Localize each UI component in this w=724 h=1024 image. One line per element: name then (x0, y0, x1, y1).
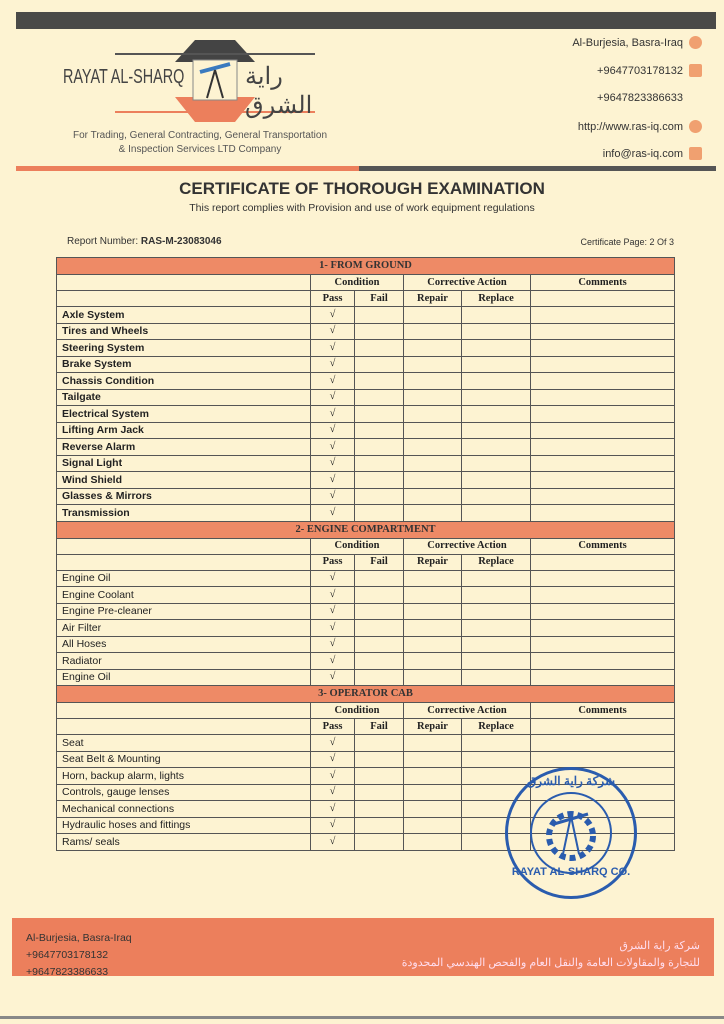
pass-check: √ (311, 406, 355, 423)
website-link[interactable]: http://www.ras-iq.com (577, 120, 683, 133)
pass-check: √ (311, 505, 355, 522)
repair-cell (404, 373, 462, 390)
footer (12, 918, 714, 976)
comments-cell (531, 389, 675, 406)
comments-cell (531, 439, 675, 456)
item-name: Seat Belt & Mounting (57, 751, 311, 768)
fail-cell (355, 817, 404, 834)
item-name: Lifting Arm Jack (57, 422, 311, 439)
item-name: Engine Oil (57, 669, 311, 686)
report-number (67, 236, 222, 247)
fail-cell (355, 472, 404, 489)
stamp-text-en: RAYAT AL-SHARQ CO. (511, 866, 631, 878)
table-row (57, 373, 675, 390)
comments-cell (531, 323, 675, 340)
fail-cell (355, 636, 404, 653)
table-row (57, 389, 675, 406)
column-header (57, 554, 675, 570)
replace-cell (462, 570, 531, 587)
table-row (57, 587, 675, 604)
pass-check: √ (311, 356, 355, 373)
condition-header: Condition (311, 703, 404, 719)
item-name: Seat (57, 735, 311, 752)
repair-cell (404, 620, 462, 637)
item-name: Engine Oil (57, 570, 311, 587)
comments-cell (531, 505, 675, 522)
comments-cell (531, 356, 675, 373)
section-title: 3- OPERATOR CAB (57, 686, 675, 703)
pass-check: √ (311, 570, 355, 587)
brand-name-ar: راية الشرق (245, 63, 313, 119)
repair-cell (404, 669, 462, 686)
table-row (57, 735, 675, 752)
repair-cell (404, 505, 462, 522)
table-row (57, 636, 675, 653)
comments-cell (531, 373, 675, 390)
tagline-line-1: For Trading, General Contracting, General Transportation (72, 130, 328, 141)
envelope-icon (689, 147, 702, 160)
replace-header: Replace (462, 291, 531, 307)
pass-check: √ (311, 323, 355, 340)
fail-cell (355, 784, 404, 801)
replace-cell (462, 488, 531, 505)
bottom-line (0, 1016, 724, 1019)
replace-cell (462, 735, 531, 752)
blank-cell (57, 538, 311, 554)
repair-cell (404, 603, 462, 620)
pass-check: √ (311, 768, 355, 785)
pass-check: √ (311, 439, 355, 456)
replace-cell (462, 422, 531, 439)
item-name: Engine Coolant (57, 587, 311, 604)
repair-cell (404, 735, 462, 752)
fail-cell (355, 669, 404, 686)
repair-cell (404, 768, 462, 785)
item-name: Transmission (57, 505, 311, 522)
replace-header: Replace (462, 719, 531, 735)
table-row (57, 488, 675, 505)
pass-check: √ (311, 455, 355, 472)
comments-cell (531, 751, 675, 768)
fail-cell (355, 389, 404, 406)
repair-cell (404, 323, 462, 340)
page-subtitle: This report complies with Provision and use of work equipment regulations (189, 202, 535, 214)
section-header (57, 686, 675, 703)
item-name: Radiator (57, 653, 311, 670)
address-text: Al-Burjesia, Basra-Iraq (572, 36, 683, 49)
pass-check: √ (311, 488, 355, 505)
comments-cell (531, 620, 675, 637)
pass-header: Pass (311, 291, 355, 307)
item-name: Air Filter (57, 620, 311, 637)
fail-cell (355, 406, 404, 423)
blank-cell (57, 291, 311, 307)
fail-cell (355, 488, 404, 505)
repair-header: Repair (404, 554, 462, 570)
replace-cell (462, 406, 531, 423)
fail-cell (355, 587, 404, 604)
fail-header: Fail (355, 719, 404, 735)
footer-phone-2: +9647823386633 (26, 966, 109, 978)
table-row (57, 439, 675, 456)
repair-cell (404, 751, 462, 768)
replace-cell (462, 751, 531, 768)
pass-check: √ (311, 373, 355, 390)
fail-cell (355, 768, 404, 785)
repair-cell (404, 356, 462, 373)
blank-cell (57, 554, 311, 570)
repair-cell (404, 472, 462, 489)
replace-cell (462, 472, 531, 489)
condition-header: Condition (311, 538, 404, 554)
pass-check: √ (311, 389, 355, 406)
table-row (57, 669, 675, 686)
fail-cell (355, 834, 404, 851)
repair-cell (404, 817, 462, 834)
repair-header: Repair (404, 291, 462, 307)
replace-cell (462, 340, 531, 357)
repair-cell (404, 488, 462, 505)
report-number-label: Report Number: (67, 236, 139, 247)
repair-header: Repair (404, 719, 462, 735)
repair-cell (404, 455, 462, 472)
comments-cell (531, 472, 675, 489)
footer-description-ar: للتجارة والمقاولات العامة والنقل العام والفحص الهندسي المحدودة (401, 957, 700, 969)
item-name: Brake System (57, 356, 311, 373)
comments-header: Comments (531, 275, 675, 291)
comments-cell (531, 603, 675, 620)
report-number-value: RAS-M-23083046 (140, 236, 222, 247)
pass-check: √ (311, 307, 355, 324)
company-logo (55, 32, 355, 127)
comments-cell (531, 735, 675, 752)
replace-cell (462, 620, 531, 637)
section-header (57, 521, 675, 538)
stamp-text-ar: شركة راية الشرق (526, 774, 616, 788)
corrective-action-header: Corrective Action (404, 703, 531, 719)
comments-cell (531, 307, 675, 324)
table-row (57, 620, 675, 637)
fail-cell (355, 340, 404, 357)
replace-cell (462, 389, 531, 406)
pass-check: √ (311, 817, 355, 834)
table-row (57, 751, 675, 768)
item-name: Steering System (57, 340, 311, 357)
fail-cell (355, 620, 404, 637)
fail-cell (355, 422, 404, 439)
item-name: Mechanical connections (57, 801, 311, 818)
fail-cell (355, 373, 404, 390)
repair-cell (404, 406, 462, 423)
comments-cell (531, 653, 675, 670)
pass-check: √ (311, 472, 355, 489)
fail-cell (355, 455, 404, 472)
blank-cell (57, 275, 311, 291)
replace-cell (462, 356, 531, 373)
comments-cell (531, 340, 675, 357)
repair-cell (404, 636, 462, 653)
table-row (57, 307, 675, 324)
item-name: Tailgate (57, 389, 311, 406)
phone-1-text: +9647703178132 (597, 64, 683, 77)
replace-cell (462, 653, 531, 670)
replace-cell (462, 307, 531, 324)
fail-cell (355, 653, 404, 670)
repair-cell (404, 422, 462, 439)
blank-cell (57, 719, 311, 735)
table-row (57, 505, 675, 522)
pass-check: √ (311, 751, 355, 768)
fail-cell (355, 735, 404, 752)
blank-cell (57, 703, 311, 719)
item-name: Electrical System (57, 406, 311, 423)
fail-cell (355, 801, 404, 818)
replace-cell (462, 505, 531, 522)
fail-header: Fail (355, 554, 404, 570)
contact-website[interactable] (578, 120, 702, 133)
footer-phone-1: +9647703178132 (26, 949, 109, 961)
item-name: Wind Shield (57, 472, 311, 489)
column-group-header (57, 275, 675, 291)
item-name: Signal Light (57, 455, 311, 472)
replace-header: Replace (462, 554, 531, 570)
fail-cell (355, 603, 404, 620)
tagline-line-2: & Inspection Services LTD Company (118, 144, 282, 155)
location-pin-icon (689, 36, 702, 49)
item-name: Tires and Wheels (57, 323, 311, 340)
comments-cell (531, 587, 675, 604)
section-header (57, 258, 675, 275)
fail-cell (355, 439, 404, 456)
page-title: CERTIFICATE OF THOROUGH EXAMINATION (179, 179, 545, 198)
comments-header: Comments (531, 538, 675, 554)
column-group-header (57, 703, 675, 719)
fail-cell (355, 751, 404, 768)
pass-check: √ (311, 603, 355, 620)
repair-cell (404, 389, 462, 406)
fail-cell (355, 323, 404, 340)
repair-cell (404, 653, 462, 670)
pass-check: √ (311, 735, 355, 752)
item-name: Glasses & Mirrors (57, 488, 311, 505)
table-row (57, 323, 675, 340)
repair-cell (404, 340, 462, 357)
table-row (57, 653, 675, 670)
corrective-action-header: Corrective Action (404, 275, 531, 291)
pass-check: √ (311, 620, 355, 637)
pass-check: √ (311, 587, 355, 604)
item-name: Axle System (57, 307, 311, 324)
inspection-table (56, 257, 675, 851)
footer-address: Al-Burjesia, Basra-Iraq (26, 932, 132, 944)
table-row (57, 603, 675, 620)
table-row (57, 356, 675, 373)
pass-header: Pass (311, 719, 355, 735)
repair-cell (404, 570, 462, 587)
fail-cell (355, 570, 404, 587)
repair-cell (404, 439, 462, 456)
condition-header: Condition (311, 275, 404, 291)
repair-cell (404, 801, 462, 818)
contact-phone-1 (597, 64, 702, 77)
item-name: Chassis Condition (57, 373, 311, 390)
item-name: All Hoses (57, 636, 311, 653)
phone-icon (689, 64, 702, 77)
table-row (57, 340, 675, 357)
phone-2-text: +9647823386633 (597, 92, 683, 104)
replace-cell (462, 373, 531, 390)
replace-cell (462, 323, 531, 340)
pass-check: √ (311, 784, 355, 801)
column-group-header (57, 538, 675, 554)
top-bar (16, 12, 716, 29)
column-header (57, 291, 675, 307)
comments-cell (531, 488, 675, 505)
section-title: 2- ENGINE COMPARTMENT (57, 521, 675, 538)
corrective-action-header: Corrective Action (404, 538, 531, 554)
pass-check: √ (311, 340, 355, 357)
repair-cell (404, 834, 462, 851)
blank-cell (531, 719, 675, 735)
fail-cell (355, 356, 404, 373)
footer-company-ar: شركة راية الشرق (619, 940, 700, 952)
fail-cell (355, 307, 404, 324)
item-name: Controls, gauge lenses (57, 784, 311, 801)
pass-check: √ (311, 834, 355, 851)
item-name: Reverse Alarm (57, 439, 311, 456)
section-title: 1- FROM GROUND (57, 258, 675, 275)
globe-icon (689, 120, 702, 133)
pass-check: √ (311, 653, 355, 670)
replace-cell (462, 669, 531, 686)
pass-check: √ (311, 801, 355, 818)
comments-cell (531, 455, 675, 472)
repair-cell (404, 587, 462, 604)
column-header (57, 719, 675, 735)
item-name: Rams/ seals (57, 834, 311, 851)
blank-cell (531, 291, 675, 307)
company-tagline (40, 129, 360, 157)
repair-cell (404, 307, 462, 324)
pass-check: √ (311, 669, 355, 686)
brand-name-en: RAYAT AL-SHARQ (63, 66, 185, 88)
blank-cell (531, 554, 675, 570)
repair-cell (404, 784, 462, 801)
fail-cell (355, 505, 404, 522)
contact-phone-2 (597, 92, 683, 104)
item-name: Hydraulic hoses and fittings (57, 817, 311, 834)
replace-cell (462, 455, 531, 472)
replace-cell (462, 439, 531, 456)
item-name: Horn, backup alarm, lights (57, 768, 311, 785)
email-link[interactable]: info@ras-iq.com (602, 147, 683, 160)
fail-header: Fail (355, 291, 404, 307)
header-divider (16, 166, 716, 171)
pass-check: √ (311, 422, 355, 439)
comments-header: Comments (531, 703, 675, 719)
comments-cell (531, 636, 675, 653)
contact-email[interactable] (603, 147, 702, 160)
pass-check: √ (311, 636, 355, 653)
contact-address (572, 36, 702, 49)
table-row (57, 570, 675, 587)
replace-cell (462, 587, 531, 604)
stamp-gear-icon (532, 794, 610, 872)
replace-cell (462, 603, 531, 620)
table-row (57, 455, 675, 472)
comments-cell (531, 669, 675, 686)
table-row (57, 406, 675, 423)
item-name: Engine Pre-cleaner (57, 603, 311, 620)
comments-cell (531, 570, 675, 587)
comments-cell (531, 406, 675, 423)
table-row (57, 422, 675, 439)
replace-cell (462, 636, 531, 653)
pass-header: Pass (311, 554, 355, 570)
certificate-page: Certificate Page: 2 Of 3 (580, 237, 674, 247)
company-stamp (505, 767, 637, 899)
comments-cell (531, 422, 675, 439)
table-row (57, 472, 675, 489)
